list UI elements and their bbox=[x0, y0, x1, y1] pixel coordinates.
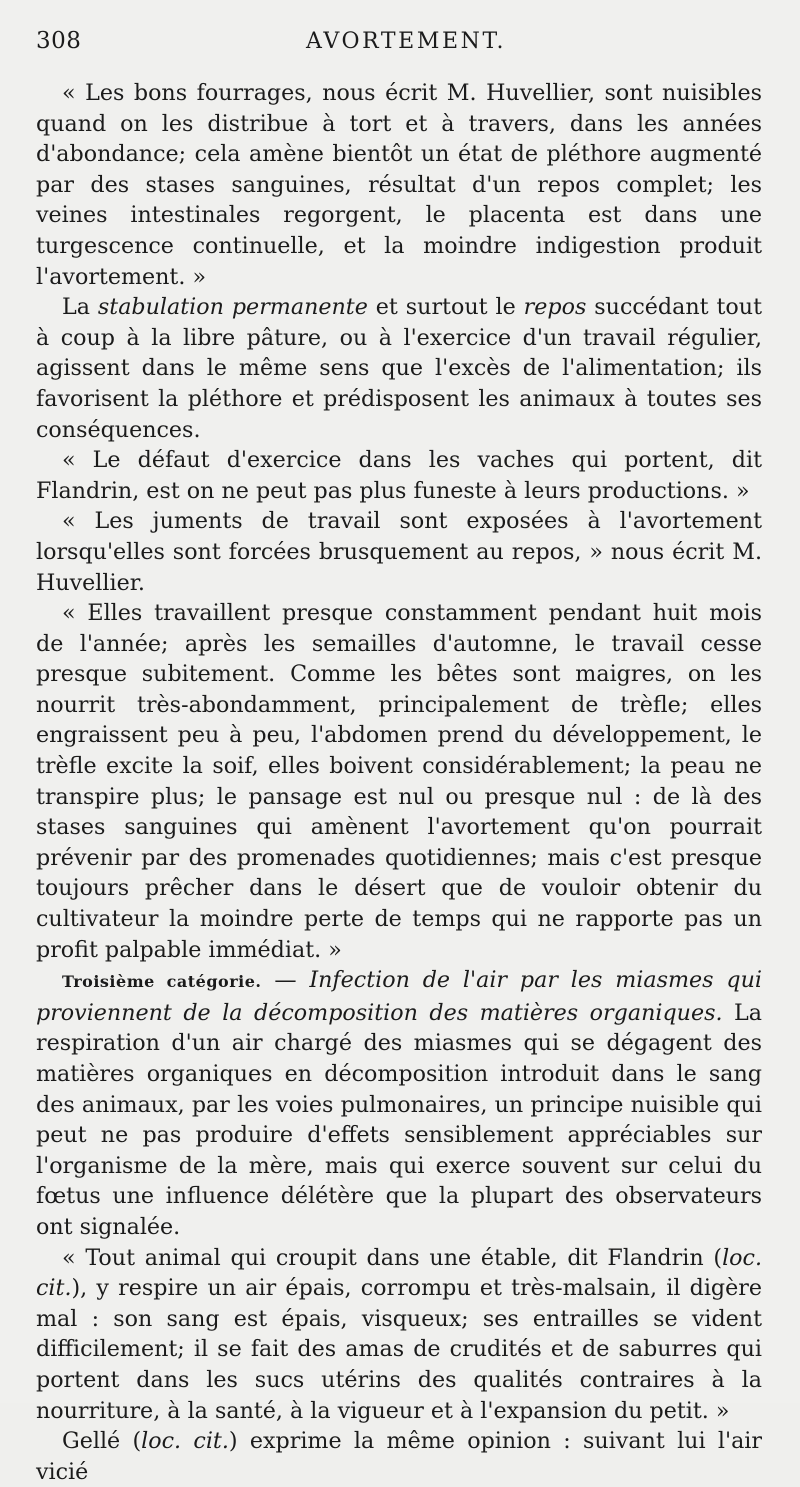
paragraph-juments: « Les juments de travail sont exposées à l'avortement lorsqu'elles sont forcées brusquement au repos, » nous écrit M. Huvellier. bbox=[36, 508, 762, 596]
paragraph-text: Gellé ( bbox=[62, 1428, 142, 1455]
running-title: AVORTEMENT. bbox=[306, 29, 507, 54]
citation-italic: loc. cit. bbox=[36, 1244, 762, 1302]
paragraph-text: La respiration d'un air chargé des miasmes qui se dégagent des matières organiques en décomposition introduit dans le sang des animaux, par les voies pulmonaires, un principe nuisible qui peut ne pas produire d'effets sensiblement appréciables sur l'organisme de la mère, mais qui exerce souvent sur celui du fœtus une influence délétère que la plupart des observateurs ont signalée. bbox=[36, 999, 763, 1240]
page-header bbox=[36, 28, 762, 64]
paragraph-travail-quote: « Elles travaillent presque constamment pendant huit mois de l'année; après les semailles d'automne, le travail cesse presque subitement. Comme les bêtes sont maigres, on les nourrit très-abondamment, principalement de trèfle; elles engraissent peu à peu, l'abdomen prend du développement, le trèfle excite la soif, elles boivent considérablement; la peau ne transpire plus; le pansage est nul ou presque nul : de là des stases sanguines qui amènent l'avortement qu'on pourrait prévenir par des promenades quotidiennes; mais c'est presque toujours prêcher dans le désert que de vouloir obtenir du cultivateur la moindre perte de temps qui ne rapporte pas un profit palpable immédiat. » bbox=[36, 600, 762, 963]
body-text bbox=[36, 78, 762, 1487]
citation-italic: loc. cit. bbox=[141, 1428, 229, 1455]
paragraph-text: ) exprime la même opinion : suivant lui l'air vicié bbox=[36, 1428, 762, 1485]
paragraph-gelle bbox=[36, 1426, 762, 1487]
section-title-italic: Infection de l'air par les miasmes qui proviennent de la décomposition des matières organiques. bbox=[36, 967, 762, 1026]
heading-dash: — bbox=[261, 967, 310, 994]
paragraph-flandrin-etable bbox=[36, 1243, 762, 1427]
paragraph-huvellier-fourrages: « Les bons fourrages, nous écrit M. Huvellier, sont nuisibles quand on les distribue à tort et à travers, dans les années d'abondance; cela amène bientôt un état de pléthore augmenté par des stases sanguines, résultat d'un repos complet; les veines intestinales regorgent, le placenta est dans une turgescence continuelle, et la moindre indigestion produit l'avortement. » bbox=[36, 80, 762, 290]
section-heading: Troisième catégorie. bbox=[62, 972, 262, 992]
page-number: 308 bbox=[36, 28, 82, 54]
italic-term: repos bbox=[523, 294, 587, 321]
paragraph-text: « Tout animal qui croupit dans une étable, dit Flandrin ( bbox=[62, 1244, 723, 1271]
paragraph-text: La bbox=[62, 294, 98, 321]
paragraph-stabulation bbox=[36, 292, 762, 445]
paragraph-text: et surtout le bbox=[367, 294, 524, 321]
paragraph-text: ), y respire un air épais, corrompu et très-malsain, il digère mal : son sang est épais, visqueux; ses entrailles se vident difficilement; il se fait des amas de crudités et de saburres qui portent dans les sucs utérins des qualités contraires à la nourriture, à la santé, à la vigueur et à l'expansion du petit. » bbox=[36, 1275, 762, 1424]
italic-term: stabulation permanente bbox=[97, 294, 368, 321]
paragraph-flandrin-exercice: « Le défaut d'exercice dans les vaches qui portent, dit Flandrin, est on ne peut pas plus funeste à leurs productions. » bbox=[36, 447, 762, 504]
paragraph-text: succédant tout à coup à la libre pâture, ou à l'exercice d'un travail régulier, agissent dans le même sens que l'excès de l'alimentation; ils favorisent la pléthore et prédisposent les animaux à toutes ses conséquences. bbox=[36, 294, 762, 443]
paragraph-troisieme-categorie bbox=[36, 965, 762, 1242]
